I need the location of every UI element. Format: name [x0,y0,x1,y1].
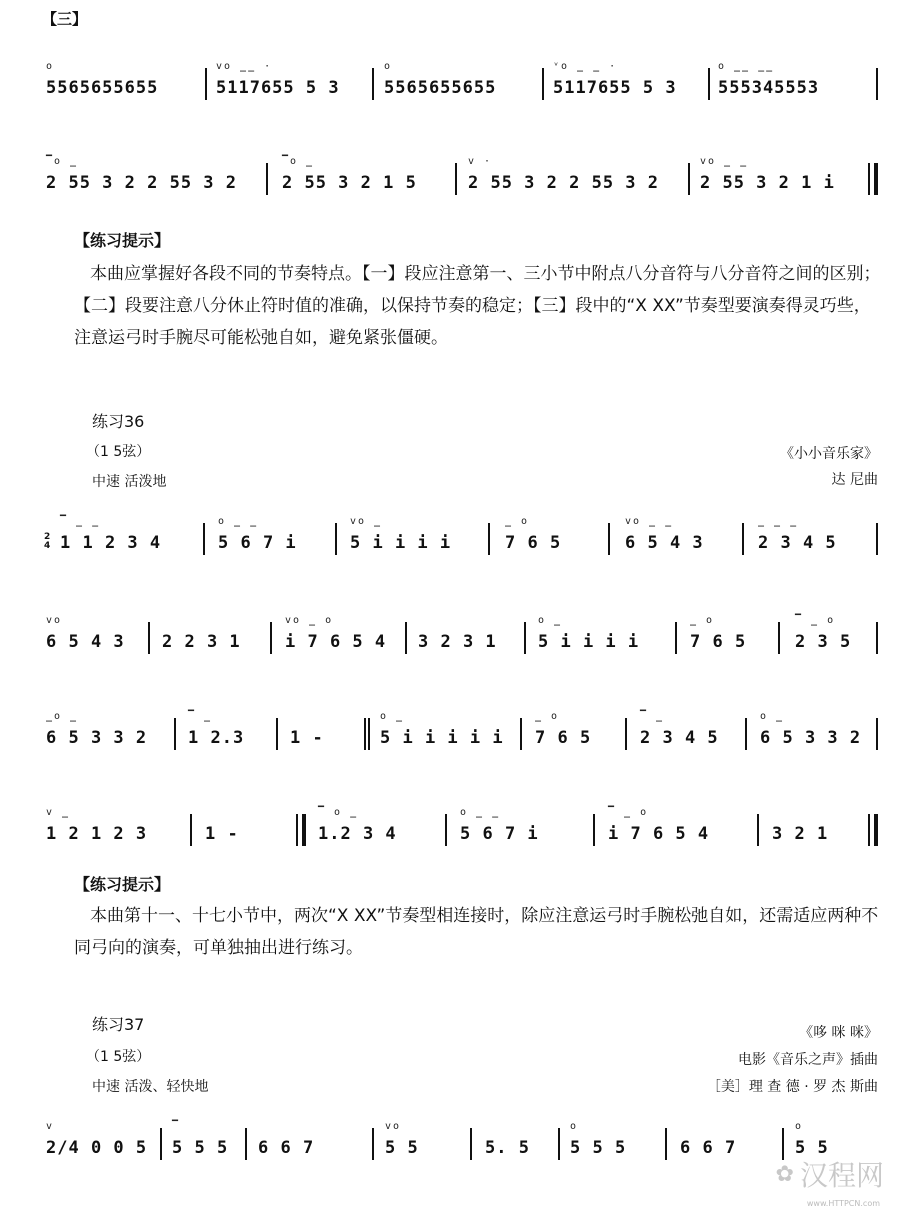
measure: 5 i i i i i [380,728,504,748]
bar-line [203,523,205,555]
measure: 1 - [205,824,239,844]
final-bar-line-thick [874,814,878,846]
bar-line [524,622,526,654]
measure: 7 6 5 [535,728,592,748]
bowing-marks: ᵛo ‗ ‗ · [553,61,618,72]
measure: 7 6 5 [690,632,747,652]
bowing-marks: o ‗ ‗ [460,807,501,818]
bar-line [445,814,447,846]
bowing-marks: ▔o ‗ [46,156,79,167]
bar-line [174,718,176,750]
measure: 5565655655 [384,78,497,98]
bowing-marks: v ‗ [46,807,71,818]
bowing-marks: ▔ ‗ [188,711,213,722]
bar-line [542,68,544,100]
bar-line [148,622,150,654]
measure: 3 2 3 1 [418,632,497,652]
song-title: 《哆 咪 咪》 [799,1025,878,1041]
bowing-marks: o [384,61,393,72]
bar-line [665,1128,667,1160]
strings-note: （1 5弦） [86,1049,151,1065]
bar-line [372,1128,374,1160]
tip-text: 本曲第十一、十七小节中，两次“X XX”节奏型相连接时，除应注意运弓时手腕松弛自如，还需适应两种不同弓向的演奏，可单独抽出进行练习。 [74,906,879,958]
measure: 6 6 7 [258,1138,315,1158]
bar-line [470,1128,472,1160]
strings-note: （1 5弦） [86,444,151,460]
bowing-marks: ▔ ‗ ‗ [60,516,101,527]
measure: 6 5 3 3 2 [760,728,862,748]
bar-line [190,814,192,846]
measure: 2 55 3 2 2 55 3 2 [468,173,659,193]
measure: 2 55 3 2 2 55 3 2 [46,173,237,193]
song-title: 《小小音乐家》 [780,446,878,462]
measure: 5 i i i i [538,632,640,652]
composer: ［美］理 查 德 · 罗 杰 斯曲 [706,1079,878,1095]
measure: 5 5 [795,1138,829,1158]
tip-text: 本曲应掌握好各段不同的节奏特点。【一】段应注意第一、三小节中附点八分音符与八分音符之间的区别；【二】段要注意八分休止符时值的准确，以保持节奏的稳定；【三】段中的“X XX”节奏型要演奏得灵巧些，注意运弓时手腕尽可能松弛自如，避免紧张僵硬。 [74,264,881,348]
measure: 2 3 4 5 [640,728,719,748]
repeat-bar-line [368,718,370,750]
staff-row-3 [0,505,900,565]
bar-line [876,622,878,654]
repeat-bar-line-thick [302,814,306,846]
bowing-marks: o [570,1121,579,1132]
bowing-marks: ‗ o [535,711,560,722]
bowing-marks: o ‗ [380,711,405,722]
measure: 5 i i i i [350,533,452,553]
final-bar-line [868,814,870,846]
bar-line [270,622,272,654]
bar-line [405,622,407,654]
measure: 2 3 5 [795,632,852,652]
exercise-title: 练习37 [92,1015,145,1034]
measure: 3 2 1 [772,824,829,844]
staff-row-6 [0,796,900,856]
measure: 2 55 3 2 1 5 [282,173,417,193]
measure: i 7 6 5 4 [608,824,710,844]
logo-icon: ✿ [775,1161,794,1187]
bowing-marks: ▔ ‗ o [795,615,836,626]
bar-line [160,1128,162,1160]
bar-line [245,1128,247,1160]
bar-line [778,622,780,654]
measure: 5117655 5 3 [553,78,677,98]
final-bar-line [868,163,870,195]
tempo-marking: 中速 活泼地 [92,474,167,490]
bar-line [276,718,278,750]
watermark-text: 汉程网 [799,1159,884,1192]
measure: 6 5 3 3 2 [46,728,148,748]
measure: 2/4 0 0 5 [46,1138,148,1158]
bar-line [205,68,207,100]
measure: 5. 5 [485,1138,530,1158]
measure: 555345553 [718,78,820,98]
measure: 5 5 5 [172,1138,229,1158]
measure: 5 5 5 [570,1138,627,1158]
measure: 6 6 7 [680,1138,737,1158]
measure: 5117655 5 3 [216,78,340,98]
bar-line [876,718,878,750]
bowing-marks: o [46,61,55,72]
exercise-title: 练习36 [92,412,145,431]
measure: i 7 6 5 4 [285,632,387,652]
bar-line [266,163,268,195]
repeat-bar-line [364,718,366,750]
bar-line [757,814,759,846]
tip-title: 【练习提示】 [74,875,171,894]
bar-line [608,523,610,555]
bar-line [745,718,747,750]
bar-line [558,1128,560,1160]
bowing-marks: ▔ ‗ o [608,807,649,818]
measure: 6 5 4 3 [46,632,125,652]
bowing-marks: ▔ o ‗ [318,807,359,818]
bar-line [688,163,690,195]
bowing-marks: ▔ [172,1121,181,1132]
section-label: 【三】 [42,10,88,28]
staff-row-7 [0,1110,900,1170]
bowing-marks: vo [385,1121,402,1132]
staff-row-5 [0,700,900,760]
bowing-marks: o ‗ [760,711,785,722]
bowing-marks: v · [468,156,493,167]
bar-line [708,68,710,100]
time-signature: 2 4 [44,532,51,551]
film-note: 电影《音乐之声》插曲 [738,1052,878,1068]
bar-line [625,718,627,750]
measure: 5 5 [385,1138,419,1158]
measure: 1 2.3 [188,728,245,748]
measure: 5 6 7 i [218,533,297,553]
watermark-url: www.HTTPCN.com [806,1199,880,1208]
bowing-marks: ‗ ‗ ‗ [758,516,799,527]
bowing-marks: ▔o ‗ [282,156,315,167]
watermark [776,1154,884,1194]
bowing-marks: ▔ ‗ [640,711,665,722]
measure: 2 2 3 1 [162,632,241,652]
bar-line [593,814,595,846]
measure: 6 5 4 3 [625,533,704,553]
measure: 7 6 5 [505,533,562,553]
bowing-marks: ‗ o [690,615,715,626]
tip-title: 【练习提示】 [74,231,171,250]
bowing-marks: ‗o ‗ [46,711,79,722]
bowing-marks: o ‗ ‗ [218,516,259,527]
bowing-marks: ‗ o [505,516,530,527]
bar-line [876,68,878,100]
staff-row-2 [0,145,900,205]
bowing-marks: vo ‗ ‗ [700,156,749,167]
measure: 2 55 3 2 1 i [700,173,835,193]
measure: 5565655655 [46,78,159,98]
measure: 1 - [290,728,324,748]
composer: 达 尼曲 [831,472,878,488]
bowing-marks: vo ‗‗ · [216,61,273,72]
final-bar-line-thick [874,163,878,195]
bowing-marks: o ‗‗ ‗‗ [718,61,775,72]
measure: 1.2 3 4 [318,824,397,844]
measure: 2 3 4 5 [758,533,837,553]
repeat-bar-line [296,814,298,846]
bowing-marks: o [795,1121,804,1132]
bar-line [520,718,522,750]
staff-row-1 [0,50,900,110]
bar-line [372,68,374,100]
measure: 1 2 1 2 3 [46,824,148,844]
bar-line [455,163,457,195]
tempo-marking: 中速 活泼、轻快地 [92,1079,209,1095]
bar-line [742,523,744,555]
bowing-marks: vo ‗ ‗ [625,516,674,527]
bar-line [488,523,490,555]
bowing-marks: vo [46,615,63,626]
measure: 1 1 2 3 4 [60,533,162,553]
bowing-marks: o ‗ [538,615,563,626]
bar-line [876,523,878,555]
bar-line [335,523,337,555]
bowing-marks: v [46,1121,55,1132]
bar-line [675,622,677,654]
bowing-marks: vo ‗ [350,516,383,527]
measure: 5 6 7 i [460,824,539,844]
bowing-marks: vo ‗ o [285,615,334,626]
staff-row-4 [0,604,900,664]
